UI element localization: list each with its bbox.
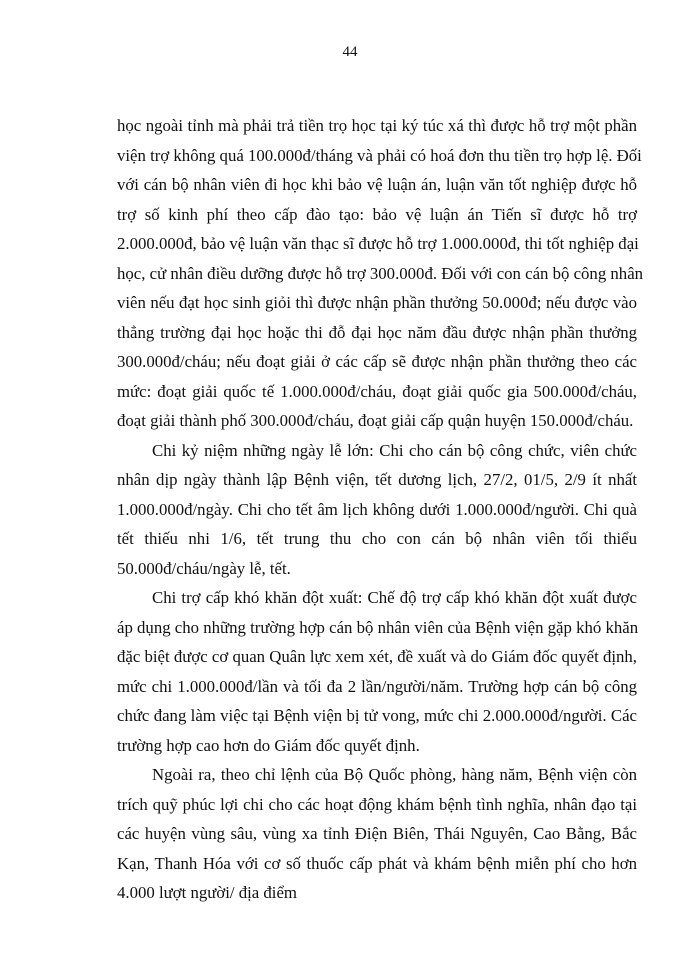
text-line: Ngoài ra, theo chỉ lệnh của Bộ Quốc phòng, hàng năm, Bệnh viện còn: [152, 765, 637, 784]
text-line: mức: đoạt giải quốc tế 1.000.000đ/cháu, đoạt giải quốc gia 500.000đ/cháu,: [117, 381, 637, 401]
text-line: tết thiếu nhi 1/6, tết trung thu cho con cán bộ nhân viên tối thiểu: [117, 529, 637, 548]
text-line: chức đang làm việc tại Bệnh viện bị tử vong, mức chi 2.000.000đ/người. Các: [117, 706, 637, 725]
text-line: 4.000 lượt người/ địa điểm: [117, 883, 297, 902]
text-line: đặc biệt được cơ quan Quân lực xem xét, đề xuất và do Giám đốc quyết định,: [117, 647, 637, 666]
text-line: thẳng trường đại học hoặc thi đỗ đại học năm đầu được nhận phần thưởng: [117, 322, 637, 342]
text-line: trích quỹ phúc lợi chi cho các hoạt động khám bệnh tình nghĩa, nhân đạo tại: [117, 794, 637, 814]
page-number: 44: [342, 44, 358, 60]
body-text: [117, 111, 644, 908]
text-line: Chi trợ cấp khó khăn đột xuất: Chế độ trợ cấp khó khăn đột xuất được: [152, 588, 637, 607]
text-line: 1.000.000đ/ngày. Chi cho tết âm lịch không dưới 1.000.000đ/người. Chi quà: [117, 499, 637, 519]
text-line: với cán bộ nhân viên đi học khi bảo vệ luận án, luận văn tốt nghiệp được hỗ: [117, 175, 637, 194]
text-line: học, cử nhân điều dưỡng được hỗ trợ 300.000đ. Đối với con cán bộ công nhân: [117, 263, 644, 283]
text-line: đoạt giải thành phố 300.000đ/cháu, đoạt giải cấp quận huyện 150.000đ/cháu.: [117, 411, 634, 430]
text-line: 300.000đ/cháu; nếu đoạt giải ở các cấp sẽ được nhận phần thưởng theo các: [117, 352, 637, 371]
text-line: mức chi 1.000.000đ/lần và tối đa 2 lần/người/năm. Trường hợp cán bộ công: [117, 676, 637, 696]
text-line: học ngoài tỉnh mà phải trả tiền trọ học tại ký túc xá thì được hỗ trợ một phần: [117, 116, 637, 135]
text-line: 50.000đ/cháu/ngày lễ, tết.: [117, 558, 291, 578]
text-line: trợ số kinh phí theo cấp đào tạo: bảo vệ luận án Tiến sĩ được hỗ trợ: [117, 204, 637, 224]
text-line: 2.000.000đ, bảo vệ luận văn thạc sĩ được hỗ trợ 1.000.000đ, thi tốt nghiệp đại: [117, 234, 639, 253]
text-line: trường hợp cao hơn do Giám đốc quyết định.: [117, 735, 420, 755]
text-line: Chi kỷ niệm những ngày lễ lớn: Chi cho cán bộ công chức, viên chức: [152, 440, 637, 460]
text-line: viên nếu đạt học sinh giỏi thì được nhận phần thưởng 50.000đ; nếu được vào: [117, 293, 637, 312]
text-line: nhân dịp ngày thành lập Bệnh viện, tết dương lịch, 27/2, 01/5, 2/9 ít nhất: [117, 470, 637, 489]
text-line: các huyện vùng sâu, vùng xa tỉnh Điện Biên, Thái Nguyên, Cao Bằng, Bắc: [117, 824, 637, 843]
text-line: Kạn, Thanh Hóa với cơ số thuốc cấp phát và khám bệnh miễn phí cho hơn: [117, 853, 637, 873]
text-line: áp dụng cho những trường hợp cán bộ nhân viên của Bệnh viện gặp khó khăn: [117, 617, 639, 637]
text-line: viện trợ không quá 100.000đ/tháng và phải có hoá đơn thu tiền trọ hợp lệ. Đối: [117, 145, 642, 165]
